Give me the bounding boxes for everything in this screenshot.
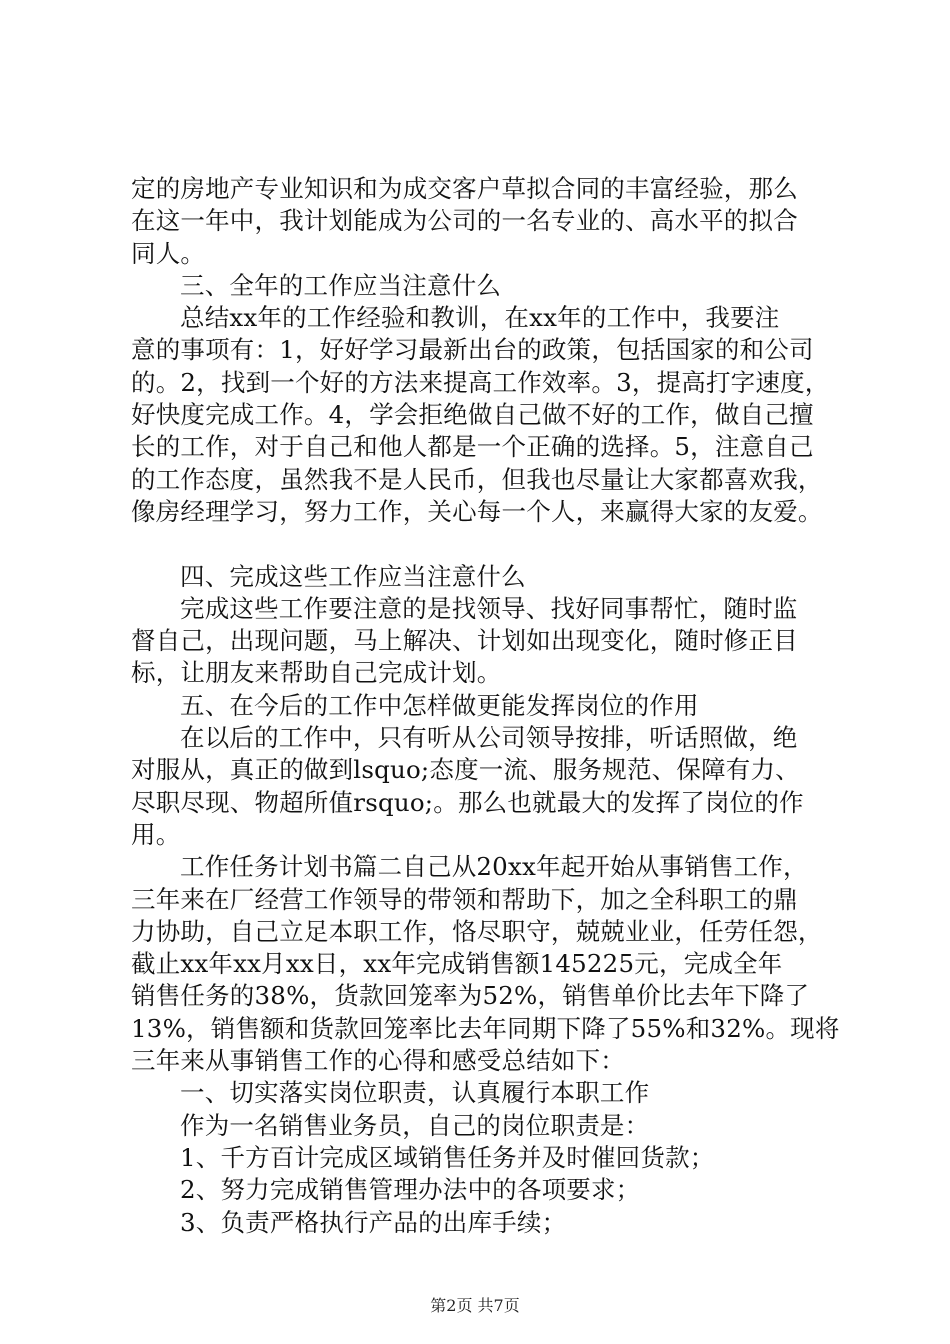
text-line: 三年来在厂经营工作领导的带领和帮助下，加之全科职工的鼎	[131, 884, 798, 914]
text-line: 3、负责严格执行产品的出库手续；	[180, 1207, 567, 1237]
text-line: 用。	[131, 819, 181, 849]
text-line: 在以后的工作中，只有听从公司领导按排，听话照做，绝	[180, 723, 798, 753]
text-line: 对服从，真正的做到lsquo;态度一流、服务规范、保障有力、	[131, 755, 800, 785]
text-line: 一、切实落实岗位职责，认真履行本职工作	[180, 1078, 650, 1108]
text-line: 销售任务的38%，货款回笼率为52%，销售单价比去年下降了	[131, 981, 810, 1011]
text-line: 完成这些工作要注意的是找领导、找好同事帮忙，随时监	[180, 593, 798, 623]
text-line: 2、努力完成销售管理办法中的各项要求；	[180, 1175, 641, 1205]
text-line: 三年来从事销售工作的心得和感受总结如下：	[131, 1046, 625, 1076]
text-line: 好快度完成工作。4，学会拒绝做自己做不好的工作，做自己擅	[131, 400, 814, 430]
text-line: 力协助，自己立足本职工作，恪尽职守，兢兢业业，任劳任怨，	[131, 916, 823, 946]
text-line: 的工作态度，虽然我不是人民币，但我也尽量让大家都喜欢我，	[131, 464, 823, 494]
text-line: 五、在今后的工作中怎样做更能发挥岗位的作用	[180, 690, 699, 720]
text-line: 尽职尽现、物超所值rsquo;。那么也就最大的发挥了岗位的作	[131, 787, 804, 817]
text-line: 的。2，找到一个好的方法来提高工作效率。3，提高打字速度，	[131, 367, 830, 397]
text-line: 三、全年的工作应当注意什么	[180, 270, 502, 300]
text-line: 定的房地产专业知识和为成交客户草拟合同的丰富经验，那么	[131, 174, 798, 203]
text-line: 像房经理学习，努力工作，关心每一个人，来赢得大家的友爱。	[131, 496, 823, 526]
text-line: 同人。	[131, 238, 206, 268]
text-line: 督自己，出现问题，马上解决、计划如出现变化，随时修正目	[131, 626, 798, 656]
page-number: 第2页 共7页	[430, 1296, 520, 1315]
text-line: 总结xx年的工作经验和教训，在xx年的工作中，我要注	[180, 303, 780, 333]
text-line: 1、千方百计完成区域销售任务并及时催回货款；	[180, 1142, 715, 1172]
text-line: 四、完成这些工作应当注意什么	[180, 561, 526, 591]
text-line: 意的事项有：1，好好学习最新出台的政策，包括国家的和公司	[131, 335, 814, 365]
document-body	[131, 173, 849, 1239]
text-line: 在这一年中，我计划能成为公司的一名专业的、高水平的拟合	[131, 206, 798, 236]
text-line: 长的工作，对于自己和他人都是一个正确的选择。5，注意自己	[131, 432, 814, 462]
page-footer	[0, 1296, 950, 1316]
blank-line	[131, 528, 849, 560]
text-line: 标，让朋友来帮助自己完成计划。	[131, 658, 502, 688]
text-line: 13%，销售额和货款回笼率比去年同期下降了55%和32%。现将	[131, 1013, 840, 1043]
text-line: 作为一名销售业务员，自己的岗位职责是：	[180, 1110, 650, 1140]
text-line: 工作任务计划书篇二自己从20xx年起开始从事销售工作，	[180, 852, 808, 882]
text-line: 截止xx年xx月xx日，xx年完成销售额145225元，完成全年	[131, 949, 783, 979]
